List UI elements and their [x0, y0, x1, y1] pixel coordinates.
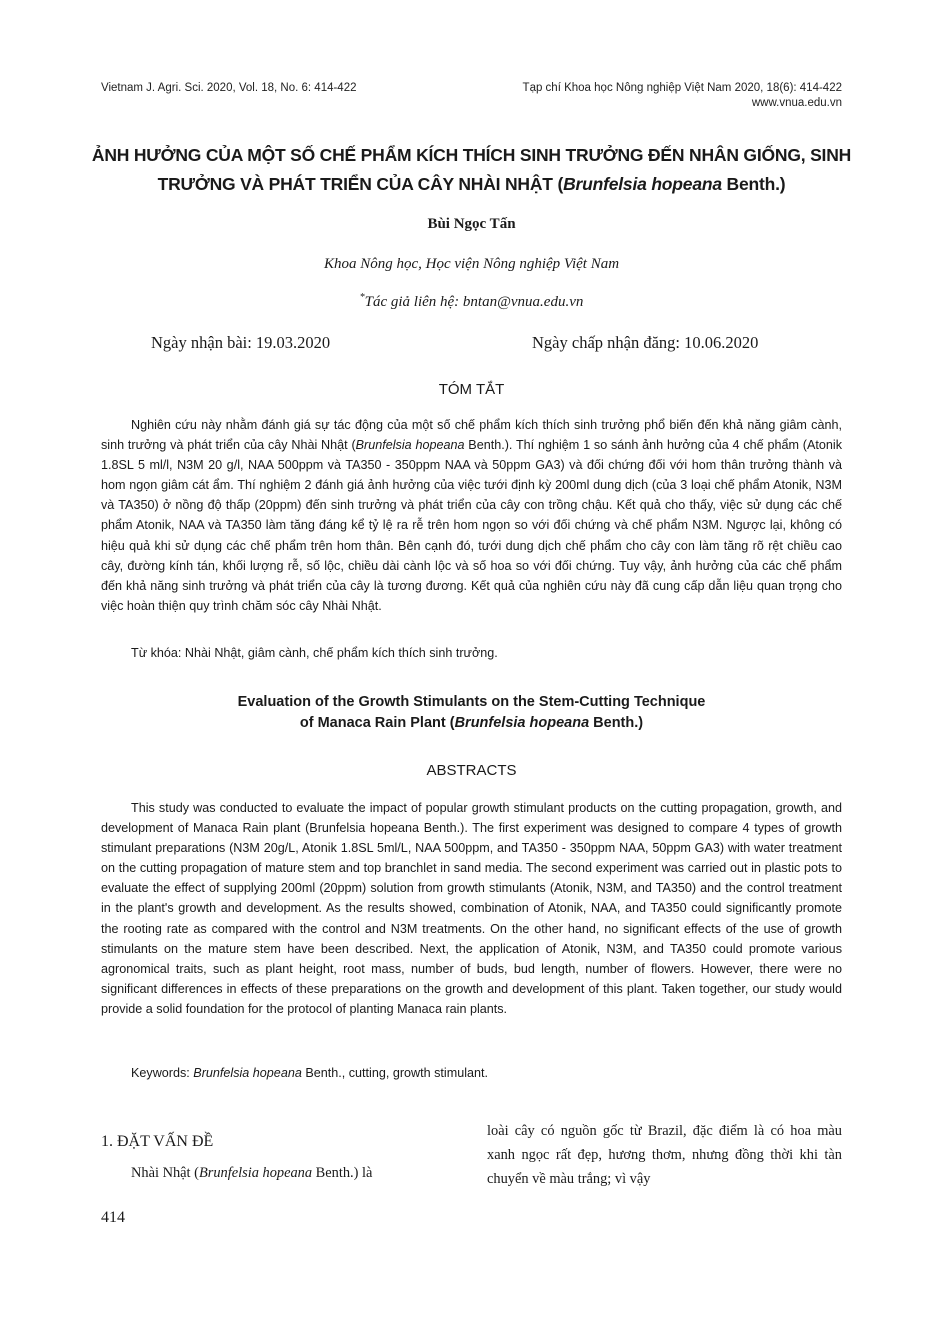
- corresponding-email-text: Tác giả liên hệ: bntan@vnua.edu.vn: [364, 294, 584, 310]
- english-title-line2-pre: of Manaca Rain Plant (: [299, 715, 455, 731]
- english-title-line2-post: Benth.): [589, 715, 644, 731]
- paper-title-line2-post: Benth.): [721, 174, 786, 194]
- vn-abstract-body-post: Benth.). Thí nghiệm 1 so sánh ảnh hưởng của 4 chế phẩm (Atonik 1.8SL 5 ml/l, N3M 20 g/l, NAA 500ppm và TA350 - 350ppm NAA và 50ppm GA3) và đối chứng đối với hom thân trưởng thành và hom ngọn giâm cát ẩm. Thí nghiệm 2 đánh giá ảnh hưởng của việc tưới định kỳ 200ml dung dịch (của 3 loại chế phẩm Atonik, N3M và TA350) ở nồng độ thấp (20ppm) đến sinh trưởng và phát triển của cây con trồng chậu. Kết quả cho thấy, việc sử dụng các chế phẩm Atonik, NAA và TA350 làm tăng đáng kể tỷ lệ ra rễ trên hom ngọn so với đối chứng và chế phẩm N3M. Ngược lại, không có hiệu quả khi sử dụng các chế phẩm trên hom thân. Bên cạnh đó, tưới dung dịch chế phẩm cho cây con làm tăng rõ rệt chiều cao cây, đường kính tán, khối lượng rễ, số lộc, chiều dài cành lộc và số hoa so với đối chứng. Tuy vậy, ảnh hưởng của các chế phẩm đến khả năng sinh trưởng và phát triển của cây là tương đương. Kết quả của nghiên cứu này đã cung cấp dẫn liệu quan trọng cho việc hoàn thiện quy trình chăm sóc cây Nhài Nhật.: [101, 438, 842, 613]
- intro-left-column: [101, 1161, 456, 1185]
- en-abstract-body: [101, 798, 842, 1019]
- vn-abstract-heading: TÓM TẮT: [438, 381, 505, 398]
- en-keywords-rest: Benth., cutting, growth stimulant.: [301, 1066, 489, 1080]
- vn-abstract-body-pre: Nghiên cứu này nhằm đánh giá sự tác động của một số chế phẩm kích thích sinh trưởng phổ biến đến khả năng giâm cành, sinh trưởng và phát triển của cây Nhài Nhật (: [101, 418, 842, 453]
- english-title-line1: Evaluation of the Growth Stimulants on the Stem-Cutting Technique: [237, 694, 706, 710]
- journal-citation-en: Vietnam J. Agri. Sci. 2020, Vol. 18, No. 6: 414-422: [101, 82, 357, 94]
- vn-abstract-species: Brunfelsia hopeana: [355, 438, 465, 453]
- intro-right-column: loài cây có nguồn gốc từ Brazil, đặc điểm là có hoa màu xanh ngọc rất đẹp, hương thơm, nhưng đồng thời khi tàn chuyển về màu trắng; vì vậy: [487, 1123, 842, 1187]
- journal-citation-vn: [523, 81, 842, 111]
- journal-citation-vn-line: Tạp chí Khoa học Nông nghiệp Việt Nam 2020, 18(6): 414-422: [522, 82, 842, 94]
- en-abstract-heading: ABSTRACTS: [426, 762, 517, 779]
- intro-left-pre: Nhài Nhật (: [131, 1165, 199, 1181]
- section-heading-introduction: 1. ĐẶT VẤN ĐỀ: [101, 1133, 214, 1150]
- page-number: 414: [101, 1209, 125, 1226]
- en-keywords-label: Keywords:: [131, 1066, 194, 1080]
- english-title-species: Brunfelsia hopeana: [454, 715, 590, 731]
- vn-abstract-body: [101, 415, 842, 616]
- corresponding-author: [0, 292, 943, 311]
- en-abstract-body-text: This study was conducted to evaluate the impact of popular growth stimulant products on the cutting propagation, growth, and development of Manaca Rain plant (Brunfelsia hopeana Benth.). The first experiment was designed to compare 4 types of growth stimulant preparations (N3M 20g/L, Atonik 1.8SL 5ml/L, NAA 500ppm, and TA350 - 350ppm NAA, 50ppm GA3) with water treatment on the cutting propagation of mature stem and top branchlet in sand media. The second experiment was carried out in plastic pots to evaluate the effect of supplying 200ml (20ppm) solution from growth stimulants (Atonik, N3M, and TA350) and the control treatment in the plant's growth and development. As the results showed, combination of Atonik, NAA, and TA350 could significantly promote the rooting rate as compared with the control and N3M treatments. On the other hand, no significant effects of the use of growth stimulants on the mature stem have been described. Next, the application of Atonik, N3M, and TA350 could promote various agronomical traits, such as plant height, root mass, number of buds, bud length, number of flowers. However, there were no significant differences in effects of these preparations on the growth and development of this plant. Taken together, our study would provide a solid foundation for the protocol of planting Manaca rain plants.: [101, 801, 842, 1016]
- intro-left-species: Brunfelsia hopeana: [198, 1165, 313, 1181]
- en-keywords: [131, 1063, 842, 1083]
- paper-title-line1: ẢNH HƯỞNG CỦA MỘT SỐ CHẾ PHẨM KÍCH THÍCH SINH TRƯỞNG ĐẾN NHÂN GIỐNG, SINH: [91, 145, 852, 165]
- en-keywords-species: Brunfelsia hopeana: [193, 1066, 302, 1080]
- author-affiliation: Khoa Nông học, Học viện Nông nghiệp Việt Nam: [323, 256, 620, 272]
- paper-title-species: Brunfelsia hopeana: [563, 174, 722, 194]
- journal-website: www.vnua.edu.vn: [751, 97, 842, 109]
- corresponding-star: *: [359, 292, 365, 303]
- received-date: Ngày nhận bài: 19.03.2020: [151, 333, 331, 352]
- english-title-line2: [0, 713, 943, 734]
- paper-title-line2-pre: TRƯỞNG VÀ PHÁT TRIỂN CỦA CÂY NHÀI NHẬT (: [157, 174, 564, 194]
- paper-title-line2: [90, 170, 853, 199]
- paper-title: [90, 141, 853, 199]
- author-name: Bùi Ngọc Tấn: [427, 216, 516, 232]
- accepted-date: Ngày chấp nhận đăng: 10.06.2020: [532, 333, 759, 352]
- vn-keywords: Từ khóa: Nhài Nhật, giâm cành, chế phẩm kích thích sinh trưởng.: [131, 646, 498, 660]
- intro-left-post: Benth.) là: [312, 1165, 373, 1181]
- english-title: [0, 692, 943, 734]
